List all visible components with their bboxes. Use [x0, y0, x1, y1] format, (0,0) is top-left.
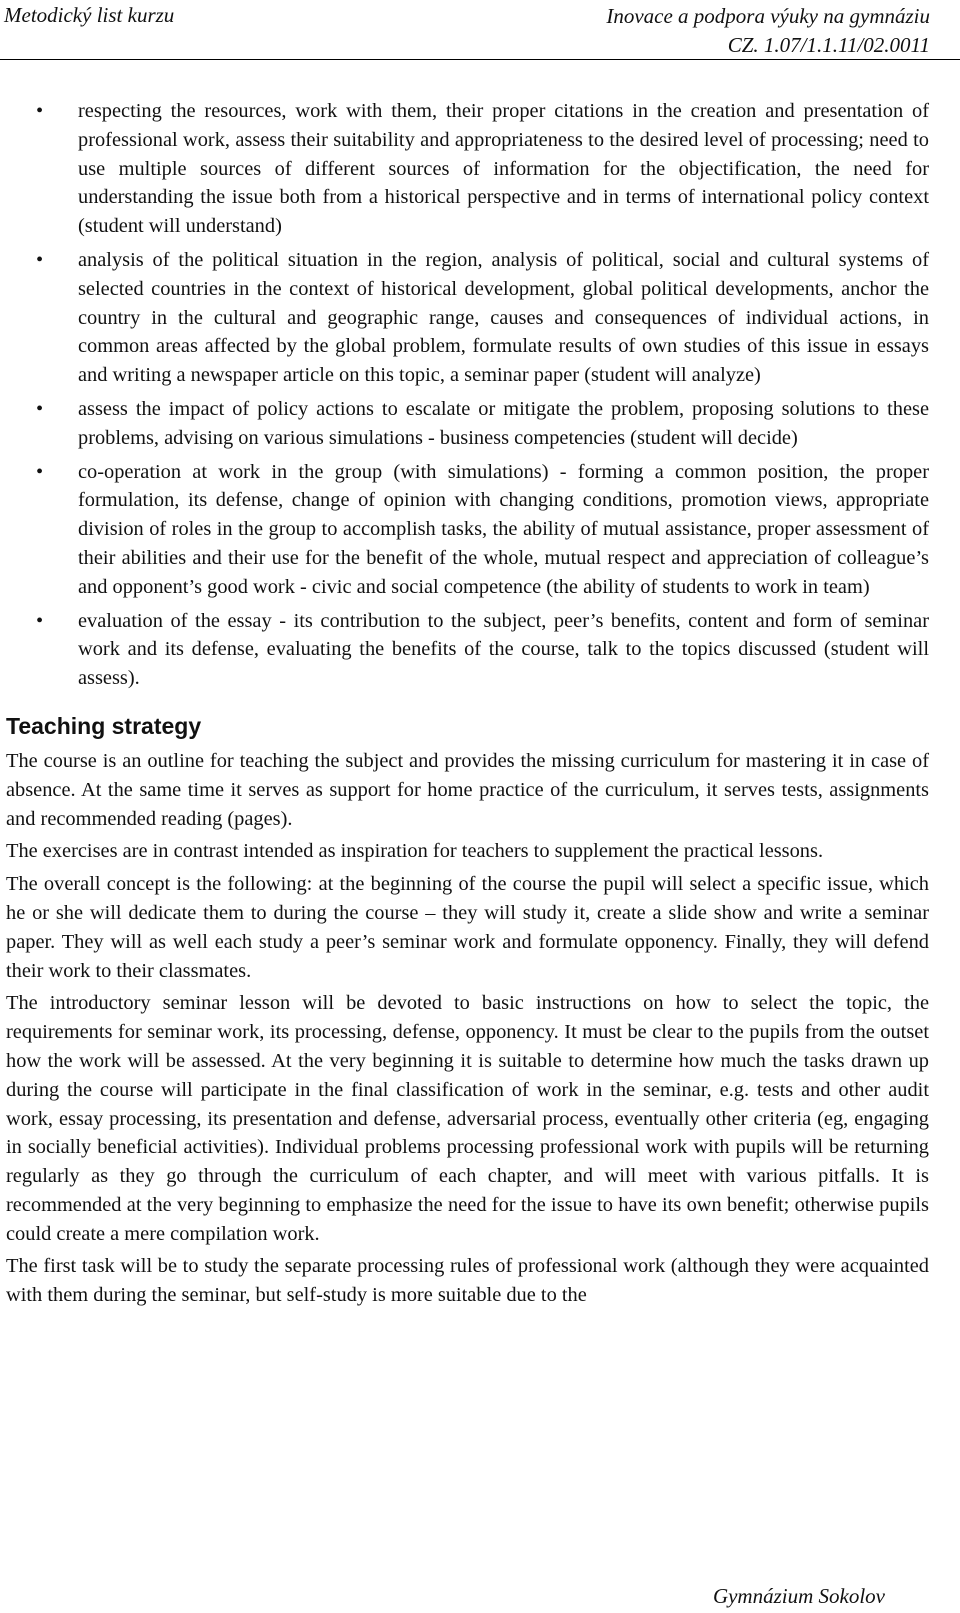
paragraph: The exercises are in contrast intended as inspiration for teachers to supplement the practical lessons. — [6, 840, 824, 863]
header-course-title: Metodický list kurzu — [4, 3, 175, 27]
document-body — [6, 97, 929, 1314]
footer-school-name: Gymnázium Sokolov — [712, 1584, 885, 1608]
header-divider — [0, 59, 960, 60]
paragraph: The first task will be to study the separate processing rules of professional work (although they were acquainted with them during the seminar, but self-study is more suitable due to the — [6, 1255, 929, 1307]
bullet-text: analysis of the political situation in the region, analysis of political, social and cultural systems of selected countries in the context of historical development, global political developments, anchor the country in the cultural and geographic range, causes and consequences of individual actions, in common areas affected by the global problem, formulate results of own studies of this issue in essays and writing a newspaper article on this topic, a seminar paper (student will analyze) — [78, 248, 929, 387]
bullet-item — [6, 97, 929, 241]
bullet-text: respecting the resources, work with them, their proper citations in the creation and presentation of professional work, assess their suitability and appropriateness to the desired level of processing; need to use multiple sources of different sources of information for the objectification, the need for understanding the issue both from a historical perspective and in terms of international policy context (student will understand) — [78, 100, 929, 238]
section-heading: Teaching strategy — [6, 712, 202, 739]
header-project-code: CZ. 1.07/1.1.11/02.0011 — [727, 33, 930, 57]
paragraph: The overall concept is the following: at the beginning of the course the pupil will select a specific issue, which he or she will dedicate them to during the course – they will study it, create a slide show and write a seminar paper. They will as well each study a peer’s seminar work and formulate opponency. Finally, they will defend their work to their classmates. — [6, 873, 929, 982]
competency-bullet-list — [6, 97, 929, 693]
paragraph: The introductory seminar lesson will be devoted to basic instructions on how to select the topic, the requirements for seminar work, its processing, defense, opponency. It must be clear to the pupils from the outset how the work will be assessed. At the very beginning it is suitable to determine how much the tasks drawn up during the course will participate in the final classification of work in the seminar, e.g. tests and other audit work, essay processing, its presentation and defense, adversarial process, eventually other criteria (eg, engaging in socially beneficial activities). Individual problems processing professional work with pupils will be returning regularly as they go through the curriculum of each chapter, and will meet with various pitfalls. It is recommended at the very beginning to emphasize the need for the issue to have its own benefit; otherwise pupils could create a mere compilation work. — [6, 992, 929, 1245]
bullet-dot-icon: • — [36, 609, 44, 632]
bullet-dot-icon: • — [36, 100, 44, 122]
bullet-dot-icon: • — [36, 460, 44, 483]
bullet-dot-icon: • — [36, 397, 44, 420]
bullet-text: assess the impact of policy actions to escalate or mitigate the problem, proposing solutions to these problems, advising on various simulations - business competencies (student will decide) — [78, 397, 929, 449]
bullet-text: evaluation of the essay - its contribution to the subject, peer’s benefits, content and form of seminar work and its defense, evaluating the benefits of the course, talk to the topics discussed (student will assess). — [78, 609, 929, 690]
header-project-name: Inovace a podpora výuky na gymnáziu — [606, 4, 930, 28]
bullet-item — [6, 395, 929, 453]
bullet-item — [6, 458, 929, 602]
bullet-dot-icon: • — [36, 248, 44, 271]
bullet-item — [6, 607, 929, 693]
header-project-info — [606, 2, 930, 60]
paragraph: The course is an outline for teaching the subject and provides the missing curriculum for mastering it in case of absence. At the same time it serves as support for home practice of the curriculum, it serves tests, assignments and recommended reading (pages). — [6, 749, 929, 830]
bullet-item — [6, 246, 929, 390]
bullet-text: co-operation at work in the group (with simulations) - forming a common position, the proper formulation, its defense, change of opinion with changing conditions, promotion views, appropriate division of roles in the group to accomplish tasks, the ability of mutual assistance, proper assessment of their abilities and their use for the benefit of the whole, mutual respect and appreciation of colleague’s and opponent’s good work - civic and social competence (the ability of students to work in team) — [78, 460, 929, 598]
